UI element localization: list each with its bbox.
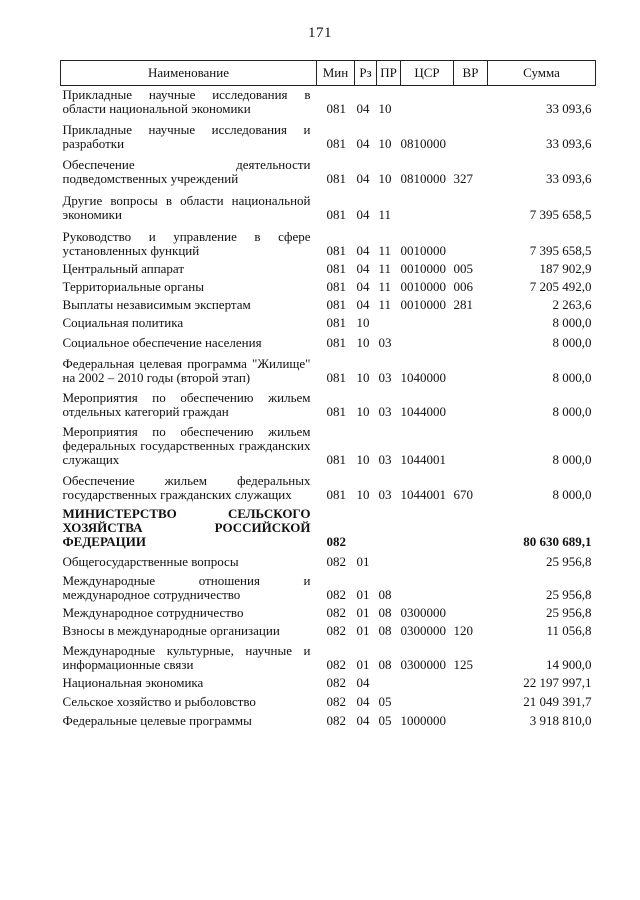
table-row <box>61 330 596 350</box>
cell-csr <box>401 502 454 549</box>
cell-vr: 125 <box>453 657 473 672</box>
cell-min: 082 <box>326 623 346 638</box>
cell-sum: 8 000,0 <box>552 370 592 385</box>
cell-name: Руководство и управление в сфере установленных функций <box>62 229 311 258</box>
cell-rz: 10 <box>356 335 370 350</box>
cell-csr <box>401 330 454 350</box>
cell-name: Международные культурные, научные и информационные связи <box>62 643 311 672</box>
cell-csr: 0300000 <box>400 605 446 620</box>
cell-min: 081 <box>326 452 346 467</box>
cell-rz: 04 <box>356 713 370 728</box>
header-csr: ЦСР <box>401 61 454 86</box>
cell-name: Территориальные органы <box>62 279 204 294</box>
cell-rz: 10 <box>356 370 370 385</box>
cell-sum: 33 093,6 <box>546 101 592 116</box>
cell-name: Федеральные целевые программы <box>62 713 252 728</box>
cell-rz: 10 <box>356 404 370 419</box>
cell-csr: 0010000 <box>400 297 446 312</box>
cell-vr <box>454 419 488 467</box>
cell-min: 081 <box>326 136 346 151</box>
table-row <box>61 385 596 419</box>
header-sum: Сумма <box>488 61 596 86</box>
cell-sum: 8 000,0 <box>552 315 592 330</box>
table-row <box>61 467 596 502</box>
cell-min: 081 <box>326 207 346 222</box>
cell-rz: 01 <box>356 554 370 569</box>
cell-name: Прикладные научные исследования в области национальной экономики <box>62 87 311 116</box>
header-rz: Рз <box>355 61 377 86</box>
cell-name: МИНИСТЕРСТВО СЕЛЬСКОГО ХОЗЯЙСТВА РОССИЙСКОЙ ФЕДЕРАЦИИ <box>62 506 311 549</box>
cell-csr <box>401 569 454 602</box>
cell-pr: 08 <box>378 657 392 672</box>
cell-csr <box>401 86 454 117</box>
table-row <box>61 294 596 312</box>
table-row <box>61 222 596 258</box>
cell-name: Социальное обеспечение населения <box>62 335 262 350</box>
cell-vr: 120 <box>453 623 473 638</box>
table-row <box>61 672 596 690</box>
cell-rz: 10 <box>356 315 370 330</box>
cell-min: 082 <box>326 694 346 709</box>
cell-csr: 1044000 <box>400 404 446 419</box>
cell-vr <box>454 222 488 258</box>
table-row <box>61 602 596 620</box>
cell-sum: 2 263,6 <box>552 297 592 312</box>
cell-vr <box>454 86 488 117</box>
table-row <box>61 638 596 672</box>
cell-vr: 006 <box>453 279 473 294</box>
cell-min: 082 <box>326 554 346 569</box>
cell-csr: 1040000 <box>400 370 446 385</box>
table-row <box>61 549 596 569</box>
cell-sum: 21 049 391,7 <box>523 694 592 709</box>
cell-min: 082 <box>326 713 346 728</box>
cell-sum: 8 000,0 <box>552 452 592 467</box>
cell-sum: 14 900,0 <box>546 657 592 672</box>
cell-csr: 0810000 <box>400 136 446 151</box>
cell-name: Социальная политика <box>62 315 184 330</box>
cell-name: Мероприятия по обеспечению жильем отдельных категорий граждан <box>62 390 311 419</box>
cell-min: 081 <box>326 101 346 116</box>
header-pr: ПР <box>377 61 401 86</box>
cell-vr <box>454 330 488 350</box>
cell-name: Прикладные научные исследования и разработки <box>62 122 311 151</box>
cell-vr: 281 <box>453 297 473 312</box>
cell-sum: 3 918 810,0 <box>529 713 592 728</box>
table-row <box>61 186 596 222</box>
cell-rz: 01 <box>356 587 370 602</box>
table-row <box>61 690 596 709</box>
cell-rz: 04 <box>356 261 370 276</box>
table-row <box>61 419 596 467</box>
cell-sum: 25 956,8 <box>546 554 592 569</box>
cell-min: 082 <box>326 605 346 620</box>
cell-pr: 05 <box>378 713 392 728</box>
cell-pr: 10 <box>378 101 392 116</box>
cell-vr: 327 <box>453 171 473 186</box>
cell-min: 082 <box>326 587 346 602</box>
cell-csr: 0010000 <box>400 279 446 294</box>
cell-name: Международное сотрудничество <box>62 605 244 620</box>
table-row <box>61 502 596 549</box>
cell-csr: 1000000 <box>400 713 446 728</box>
table-row <box>61 709 596 728</box>
cell-csr <box>401 312 454 330</box>
cell-vr: 005 <box>453 261 473 276</box>
cell-pr: 03 <box>378 404 392 419</box>
cell-name: Обеспечение деятельности подведомственных учреждений <box>62 157 311 186</box>
cell-sum: 11 056,8 <box>546 623 592 638</box>
cell-min: 081 <box>326 335 346 350</box>
cell-sum: 7 205 492,0 <box>529 279 592 294</box>
cell-rz: 10 <box>356 452 370 467</box>
cell-csr: 0300000 <box>400 657 446 672</box>
cell-pr: 03 <box>378 370 392 385</box>
cell-min: 081 <box>326 171 346 186</box>
page-number: 171 <box>308 25 332 41</box>
cell-pr: 08 <box>378 623 392 638</box>
cell-pr: 05 <box>378 694 392 709</box>
cell-pr <box>377 549 401 569</box>
cell-sum: 8 000,0 <box>552 487 592 502</box>
cell-csr <box>401 690 454 709</box>
cell-min: 081 <box>326 404 346 419</box>
table-row <box>61 312 596 330</box>
cell-rz: 01 <box>356 605 370 620</box>
cell-csr <box>401 186 454 222</box>
cell-vr: 670 <box>453 487 473 502</box>
table-header-row <box>61 61 596 86</box>
cell-rz: 04 <box>356 297 370 312</box>
cell-csr <box>401 549 454 569</box>
cell-name: Национальная экономика <box>62 675 204 690</box>
cell-csr: 1044001 <box>400 452 446 467</box>
cell-vr <box>454 186 488 222</box>
cell-min: 082 <box>326 657 346 672</box>
cell-csr: 1044001 <box>400 487 446 502</box>
cell-pr: 03 <box>378 487 392 502</box>
cell-rz: 04 <box>356 675 370 690</box>
cell-rz: 01 <box>356 657 370 672</box>
table-body <box>61 86 596 729</box>
table-row <box>61 116 596 151</box>
cell-min: 082 <box>326 534 346 549</box>
cell-name: Сельское хозяйство и рыболовство <box>62 694 256 709</box>
cell-rz: 04 <box>356 207 370 222</box>
cell-name: Центральный аппарат <box>62 261 185 276</box>
cell-pr: 11 <box>378 297 392 312</box>
cell-vr <box>454 549 488 569</box>
cell-sum: 8 000,0 <box>552 404 592 419</box>
cell-name: Взносы в международные организации <box>62 623 280 638</box>
cell-vr <box>454 602 488 620</box>
table-row <box>61 151 596 186</box>
table-row <box>61 86 596 117</box>
cell-min: 081 <box>326 370 346 385</box>
cell-name: Мероприятия по обеспечению жильем федеральных государственных гражданских служащих <box>62 424 311 467</box>
cell-pr: 08 <box>378 587 392 602</box>
cell-sum: 22 197 997,1 <box>523 675 592 690</box>
table-row <box>61 620 596 638</box>
cell-sum: 33 093,6 <box>546 136 592 151</box>
cell-name: Обеспечение жильем федеральных государственных гражданских служащих <box>62 473 311 502</box>
cell-min: 081 <box>326 315 346 330</box>
cell-sum: 25 956,8 <box>546 587 592 602</box>
cell-pr <box>377 502 401 549</box>
cell-pr: 11 <box>378 261 392 276</box>
cell-pr: 10 <box>378 136 392 151</box>
cell-min: 081 <box>326 243 346 258</box>
cell-name: Выплаты независимым экспертам <box>62 297 251 312</box>
cell-pr: 08 <box>378 605 392 620</box>
cell-csr: 0010000 <box>400 261 446 276</box>
budget-table <box>60 60 596 728</box>
cell-pr: 03 <box>378 335 392 350</box>
cell-rz: 04 <box>356 279 370 294</box>
cell-vr <box>454 672 488 690</box>
cell-vr <box>454 709 488 728</box>
cell-rz: 01 <box>356 623 370 638</box>
cell-vr <box>454 116 488 151</box>
cell-rz: 04 <box>356 136 370 151</box>
cell-rz: 04 <box>356 243 370 258</box>
cell-sum: 8 000,0 <box>552 335 592 350</box>
table-row <box>61 258 596 276</box>
cell-sum: 33 093,6 <box>546 171 592 186</box>
cell-min: 081 <box>326 279 346 294</box>
cell-vr <box>454 385 488 419</box>
cell-name: Другие вопросы в области национальной экономики <box>62 193 311 222</box>
cell-name: Международные отношения и международное сотрудничество <box>62 573 311 602</box>
header-vr: ВР <box>454 61 488 86</box>
cell-rz: 10 <box>356 487 370 502</box>
cell-pr: 11 <box>378 279 392 294</box>
cell-sum: 80 630 689,1 <box>523 534 592 549</box>
cell-pr: 11 <box>378 207 392 222</box>
cell-sum: 25 956,8 <box>546 605 592 620</box>
cell-pr <box>377 312 401 330</box>
header-min: Мин <box>317 61 355 86</box>
header-name: Наименование <box>61 61 317 86</box>
cell-sum: 7 395 658,5 <box>529 207 592 222</box>
cell-vr <box>454 312 488 330</box>
cell-vr <box>454 690 488 709</box>
cell-rz: 04 <box>356 101 370 116</box>
cell-csr: 0300000 <box>400 623 446 638</box>
cell-vr <box>454 569 488 602</box>
cell-pr: 03 <box>378 452 392 467</box>
cell-sum: 7 395 658,5 <box>529 243 592 258</box>
cell-rz: 04 <box>356 694 370 709</box>
cell-name: Общегосударственные вопросы <box>62 554 239 569</box>
cell-csr: 0810000 <box>400 171 446 186</box>
cell-csr: 0010000 <box>400 243 446 258</box>
table-row <box>61 350 596 385</box>
cell-vr <box>454 502 488 549</box>
cell-min: 081 <box>326 261 346 276</box>
cell-min: 081 <box>326 487 346 502</box>
cell-name: Федеральная целевая программа "Жилище" на 2002 – 2010 годы (второй этап) <box>62 356 311 385</box>
cell-sum: 187 902,9 <box>539 261 592 276</box>
cell-min: 081 <box>326 297 346 312</box>
cell-pr: 10 <box>378 171 392 186</box>
table-row <box>61 276 596 294</box>
cell-pr: 11 <box>378 243 392 258</box>
table-row <box>61 569 596 602</box>
cell-rz: 04 <box>356 171 370 186</box>
cell-pr <box>377 672 401 690</box>
cell-rz <box>355 502 377 549</box>
cell-vr <box>454 350 488 385</box>
cell-min: 082 <box>326 675 346 690</box>
cell-csr <box>401 672 454 690</box>
